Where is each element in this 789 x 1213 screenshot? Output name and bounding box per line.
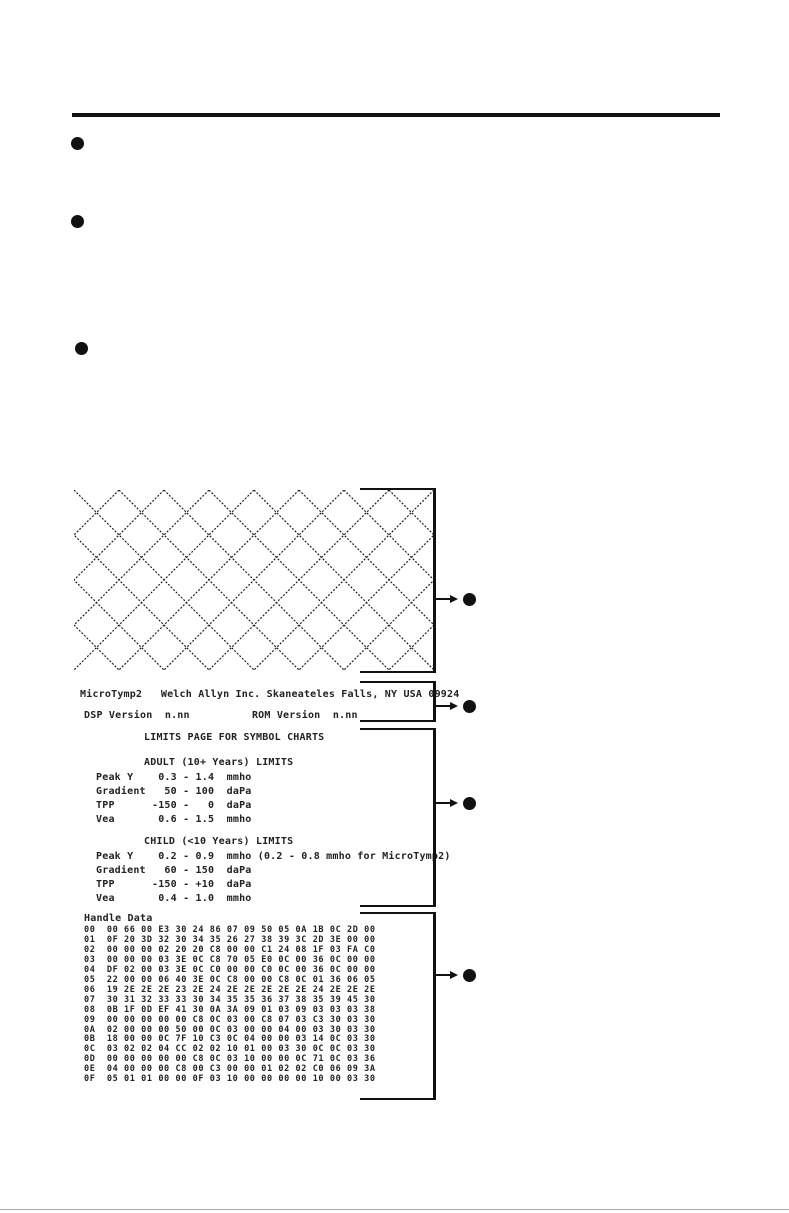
child-limits-title: CHILD (<10 Years) LIMITS [144,836,294,847]
callout-dot [463,969,476,982]
bullet-dot [71,137,84,150]
adult-limit-row: Vea 0.6 - 1.5 mmho [96,814,252,825]
hex-row: 03 00 00 00 03 3E 0C C8 70 05 E0 0C 00 36 0C 00 00 [84,954,376,965]
child-limit-row: TPP -150 - +10 daPa [96,879,252,890]
hex-row: 02 00 00 00 02 20 20 C8 00 00 C1 24 08 1F 03 FA C0 [84,944,376,955]
adult-limit-row: TPP -150 - 0 daPa [96,800,252,811]
hex-row: 00 00 66 00 E3 30 24 86 07 09 50 05 0A 1B 0C 2D 00 [84,925,376,935]
lattice-line [74,490,119,670]
page-bottom-edge [0,1209,789,1210]
hex-row: 06 19 2E 2E 2E 23 2E 24 2E 2E 2E 2E 2E 24 2E 2E 2E [84,984,376,995]
adult-limits-title: ADULT (10+ Years) LIMITS [144,757,294,768]
child-limit-row: Peak Y 0.2 - 0.9 mmho (0.2 - 0.8 mmho for MicroTymp2) [96,851,451,862]
hex-row: 04 DF 02 00 03 3E 0C C0 00 00 C0 0C 00 36 0C 00 00 [84,964,376,975]
callout-dot [463,593,476,606]
hex-row: 0F 05 01 01 00 00 0F 03 10 00 00 00 00 10 00 03 30 [84,1074,376,1085]
callout-arrow-head-icon [450,595,458,603]
hex-row: 09 00 00 00 00 00 C8 0C 03 00 C8 07 03 C3 30 03 30 [84,1014,376,1025]
hex-row: 0B 18 00 00 0C 7F 10 C3 0C 04 00 00 03 14 0C 03 30 [84,1034,376,1045]
hex-row: 0C 03 02 02 04 CC 02 02 10 01 00 03 30 0C 0C 03 30 [84,1044,376,1055]
bullet-dot [71,215,84,228]
lattice-line [74,490,209,670]
lattice-line [74,490,119,670]
callout-arrow-head-icon [450,971,458,979]
callout-arrow-head-icon [450,702,458,710]
printout-version-line: DSP Version n.nn ROM Version n.nn [84,710,358,721]
hex-row: 0A 02 00 00 00 50 00 0C 03 00 00 04 00 03 30 03 30 [84,1024,376,1035]
callout-arrow-head-icon [450,799,458,807]
hex-row: 05 22 00 00 06 40 3E 0C C8 00 00 C8 0C 01 36 06 05 [84,974,376,985]
callout-bracket-header [360,681,436,722]
callout-bracket-handle-data [360,912,436,1100]
hex-row: 0E 04 00 00 00 C8 00 C3 00 00 01 02 02 C0 06 09 3A [84,1064,376,1075]
hex-row: 08 0B 1F 0D EF 41 30 0A 3A 09 01 03 09 03 03 03 38 [84,1004,376,1015]
top-rule [72,113,720,117]
adult-limit-row: Peak Y 0.3 - 1.4 mmho [96,772,252,783]
callout-dot [463,700,476,713]
adult-limit-row: Gradient 50 - 100 daPa [96,786,252,797]
hex-row: 07 30 31 32 33 33 30 34 35 35 36 37 38 35 39 45 30 [84,994,376,1005]
hex-row: 0D 00 00 00 00 00 C8 0C 03 10 00 00 0C 71 0C 03 36 [84,1054,376,1065]
child-limit-row: Gradient 60 - 150 daPa [96,865,252,876]
hex-row: 01 0F 20 3D 32 30 34 35 26 27 38 39 3C 2D 3E 00 00 [84,934,376,945]
child-limit-row: Vea 0.4 - 1.0 mmho [96,893,252,904]
lattice-line [74,490,209,670]
limits-page-title: LIMITS PAGE FOR SYMBOL CHARTS [144,732,325,743]
callout-bracket-limits [360,728,436,907]
callout-dot [463,797,476,810]
callout-bracket-pattern [360,488,436,673]
handle-data-table [84,926,376,1085]
handle-data-label: Handle Data [84,913,153,924]
printout-title-line: MicroTymp2 Welch Allyn Inc. Skaneateles Falls, NY USA 09924 [80,689,460,700]
bullet-dot [75,342,88,355]
